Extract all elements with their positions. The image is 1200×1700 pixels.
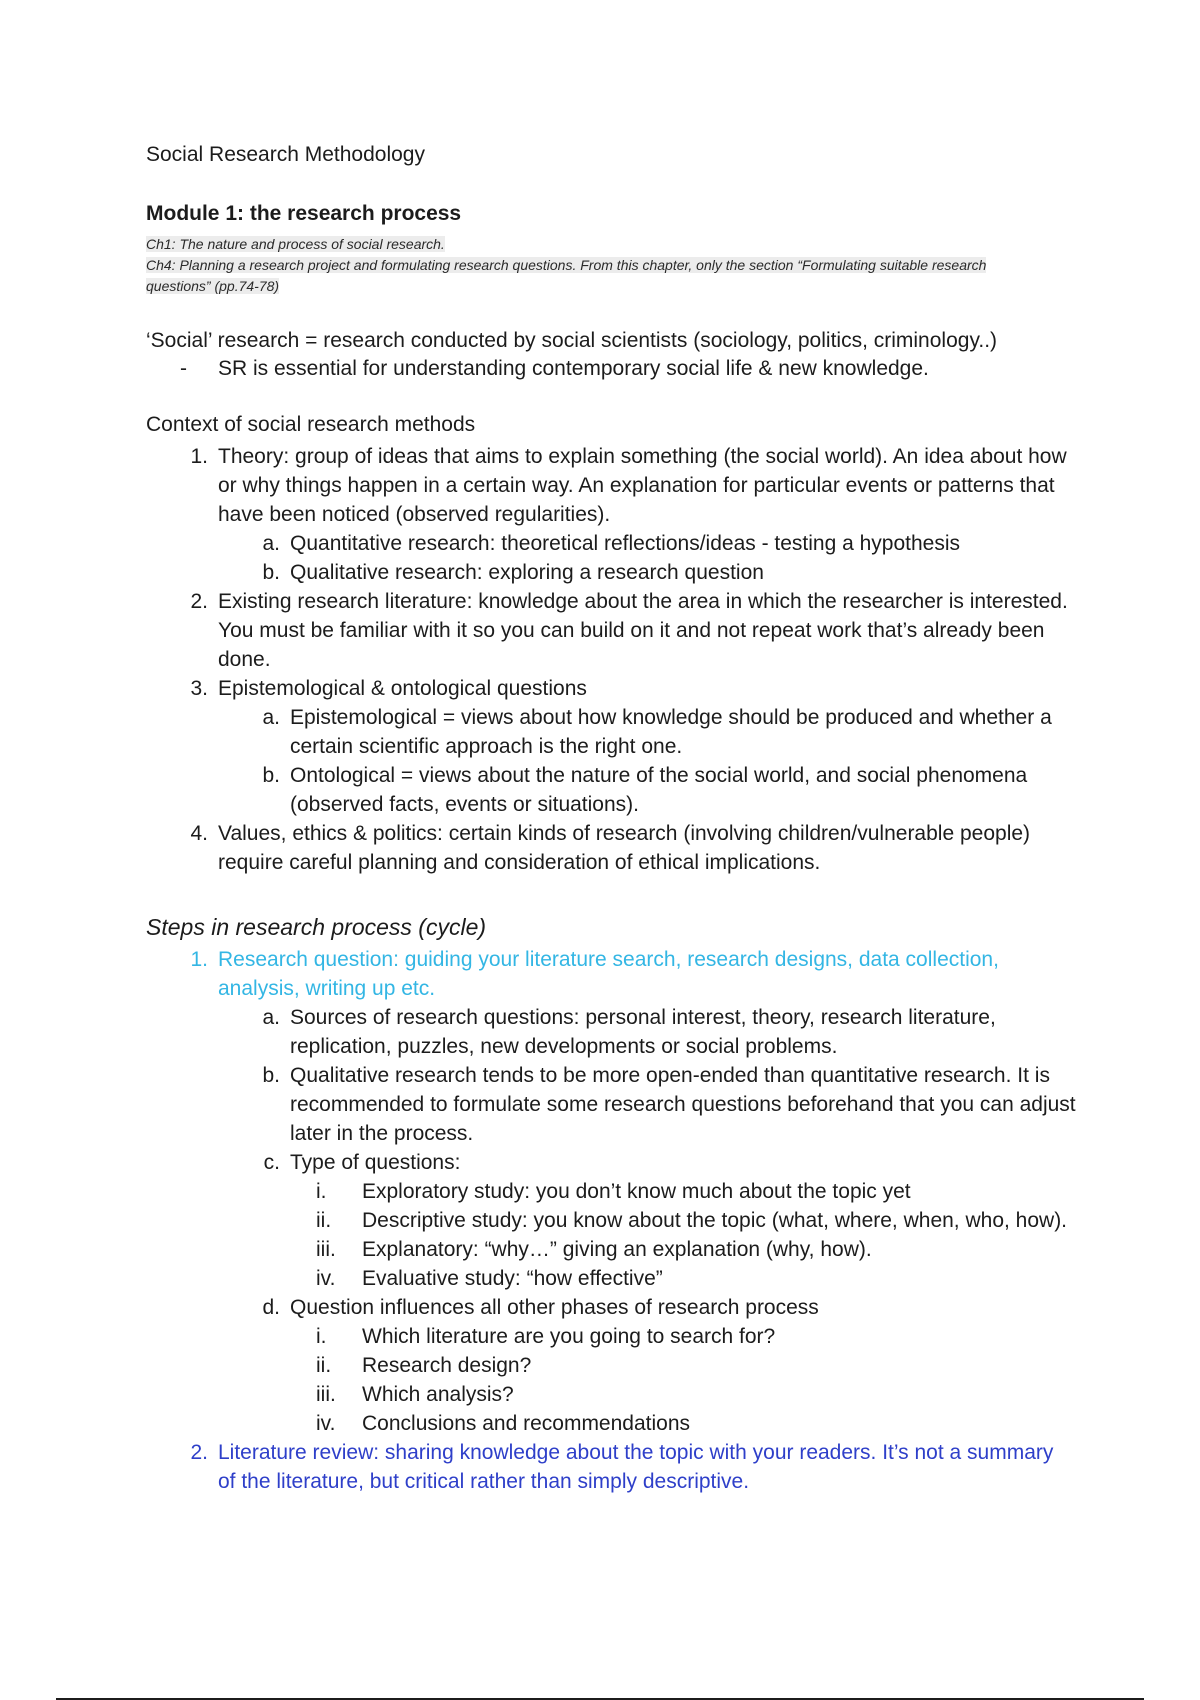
list-number: b. [262, 764, 280, 787]
list-item-text: Research question: guiding your literature search, research designs, data collection, analysis, writing up etc. [218, 948, 999, 1000]
list-item [146, 819, 1076, 877]
list-item [146, 761, 1076, 819]
list-item-text: Qualitative research tends to be more open-ended than quantitative research. It is recommended to formulate some research questions beforehand that you can adjust later in the process. [290, 1064, 1076, 1145]
list-number: 2. [190, 590, 208, 613]
list-item-text: Descriptive study: you know about the topic (what, where, when, who, how). [362, 1209, 1068, 1232]
list-number: a. [262, 1006, 280, 1029]
context-heading: Context of social research methods [146, 413, 476, 436]
list-number: 2. [190, 1441, 208, 1464]
list-number: a. [262, 706, 280, 729]
reading-ch1: Ch1: The nature and process of social research. [146, 236, 445, 252]
list-number: ii. [316, 1354, 332, 1377]
list-number: iv. [316, 1412, 336, 1435]
list-item [146, 1409, 1076, 1438]
list-item-text: Question influences all other phases of research process [290, 1296, 819, 1319]
list-number: c. [263, 1151, 280, 1174]
list-item [146, 1235, 1076, 1264]
list-item-text: Exploratory study: you don’t know much about the topic yet [362, 1180, 911, 1203]
list-number: ii. [316, 1209, 332, 1232]
steps-list [146, 945, 1076, 1496]
list-item [146, 529, 1076, 558]
list-item-text: Type of questions: [290, 1151, 461, 1174]
list-item-text: Research design? [362, 1354, 532, 1377]
list-item-text: Which analysis? [362, 1383, 514, 1406]
list-item [146, 1438, 1076, 1496]
list-item [146, 442, 1076, 529]
list-item [146, 1264, 1076, 1293]
list-number: b. [262, 561, 280, 584]
intro-section [146, 327, 1076, 383]
steps-heading: Steps in research process (cycle) [146, 914, 487, 940]
list-number: iii. [316, 1383, 336, 1406]
list-item-text: Evaluative study: “how effective” [362, 1267, 663, 1290]
list-item [146, 1380, 1076, 1409]
list-item [146, 945, 1076, 1003]
list-item [146, 1351, 1076, 1380]
reading-ch4: Ch4: Planning a research project and formulating research questions. From this chapter, only the section “Formulating suitable research questions” (pp.74-78) [146, 257, 987, 294]
list-item-text: Explanatory: “why…” giving an explanation (why, how). [362, 1238, 872, 1261]
list-item [146, 558, 1076, 587]
bullet-mark: - [180, 357, 187, 380]
document-title: Social Research Methodology [146, 143, 425, 166]
list-number: iv. [316, 1267, 336, 1290]
intro-bullet [146, 355, 1076, 383]
list-item-text: Quantitative research: theoretical reflections/ideas - testing a hypothesis [290, 532, 961, 555]
list-item [146, 703, 1076, 761]
list-item-text: Literature review: sharing knowledge about the topic with your readers. It’s not a summary of the literature, but critical rather than simply descriptive. [218, 1441, 1054, 1493]
list-item [146, 1293, 1076, 1322]
list-item [146, 1206, 1076, 1235]
list-item-text: Epistemological & ontological questions [218, 677, 587, 700]
list-number: 1. [190, 445, 208, 468]
intro-text: ‘Social’ research = research conducted by social scientists (sociology, politics, criminology..) [146, 329, 998, 352]
list-number: i. [316, 1180, 327, 1203]
module-heading: Module 1: the research process [146, 202, 462, 225]
list-item [146, 1177, 1076, 1206]
bullet-text: SR is essential for understanding contemporary social life & new knowledge. [218, 357, 929, 380]
list-item-text: Theory: group of ideas that aims to explain something (the social world). An idea about how or why things happen in a certain way. An explanation for particular events or patterns that have been noticed (observed regularities). [218, 445, 1067, 526]
list-number: d. [262, 1296, 280, 1319]
list-item [146, 587, 1076, 674]
list-item [146, 1061, 1076, 1148]
list-item-text: Which literature are you going to search for? [362, 1325, 776, 1348]
list-item-text: Conclusions and recommendations [362, 1412, 691, 1435]
list-item [146, 1148, 1076, 1177]
list-number: 4. [190, 822, 208, 845]
list-number: iii. [316, 1238, 336, 1261]
list-item-text: Ontological = views about the nature of the social world, and social phenomena (observed facts, events or situations). [290, 764, 1028, 816]
list-item [146, 1322, 1076, 1351]
list-item-text: Sources of research questions: personal interest, theory, research literature, replication, puzzles, new developments or social problems. [290, 1006, 996, 1058]
list-number: a. [262, 532, 280, 555]
list-item-text: Existing research literature: knowledge about the area in which the researcher is interested. You must be familiar with it so you can build on it and not repeat work that’s already been done. [218, 590, 1068, 671]
list-item-text: Epistemological = views about how knowledge should be produced and whether a certain scientific approach is the right one. [290, 706, 1052, 758]
list-number: 1. [190, 948, 208, 971]
list-item-text: Values, ethics & politics: certain kinds of research (involving children/vulnerable people) require careful planning and consideration of ethical implications. [218, 822, 1031, 874]
list-number: 3. [190, 677, 208, 700]
context-list [146, 442, 1076, 877]
list-number: b. [262, 1064, 280, 1087]
list-item [146, 674, 1076, 703]
list-item [146, 1003, 1076, 1061]
list-item-text: Qualitative research: exploring a research question [290, 561, 764, 584]
readings [146, 234, 1046, 297]
list-number: i. [316, 1325, 327, 1348]
